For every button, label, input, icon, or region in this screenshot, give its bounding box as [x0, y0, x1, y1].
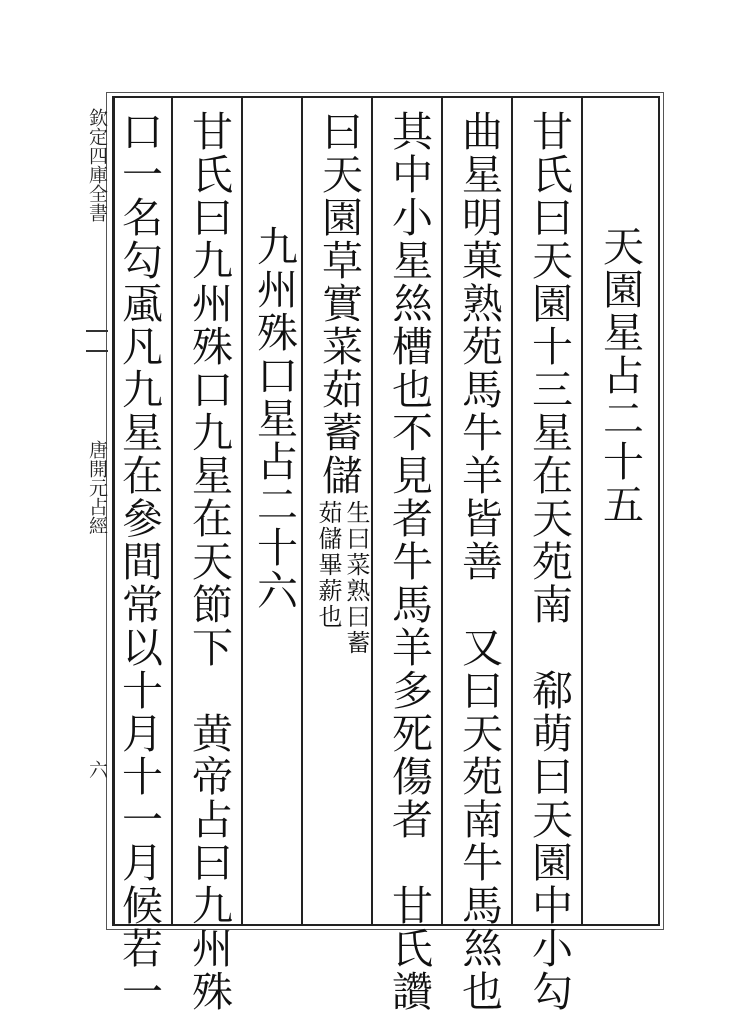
column-rule: [171, 96, 173, 926]
text-column-5: 曰天園草實菜茹蓄儲: [315, 110, 363, 497]
text-column-4: 其中小星𢇁槽也不見者牛馬羊多死傷者 甘氏讚: [385, 110, 433, 1013]
page-number: 六: [86, 760, 108, 779]
book-title: 欽定四庫全書: [86, 108, 108, 222]
text-column-3: 曲星明菓熟苑馬牛羊皆善 又曰天苑南牛馬𢇁也: [455, 110, 503, 1013]
section-title: 唐開元占經: [86, 440, 108, 535]
text-column-8: 口一名勾颪凡九星在參間常以十月十一月候若一: [115, 110, 163, 1013]
column-rule: [511, 96, 513, 926]
annotation-left: 茹儲畢薪也: [314, 500, 342, 630]
text-column-1: 天園星占二十五: [596, 225, 644, 526]
text-column-7: 甘氏曰九州殊口九星在天節下 黄帝占曰九州殊: [185, 110, 233, 1013]
column-rule: [371, 96, 373, 926]
text-column-6: 九州殊口星占二十六: [250, 225, 298, 612]
column-rule: [241, 96, 243, 926]
annotation-right: 生曰菜熟曰蓄: [342, 500, 370, 656]
fish-tail-mark: [86, 330, 108, 352]
text-column-2: 甘氏曰天園十三星在天苑南 郗萌曰天園中小勾: [525, 110, 573, 1013]
column-rule: [581, 96, 583, 926]
column-rule: [301, 96, 303, 926]
column-rule: [441, 96, 443, 926]
